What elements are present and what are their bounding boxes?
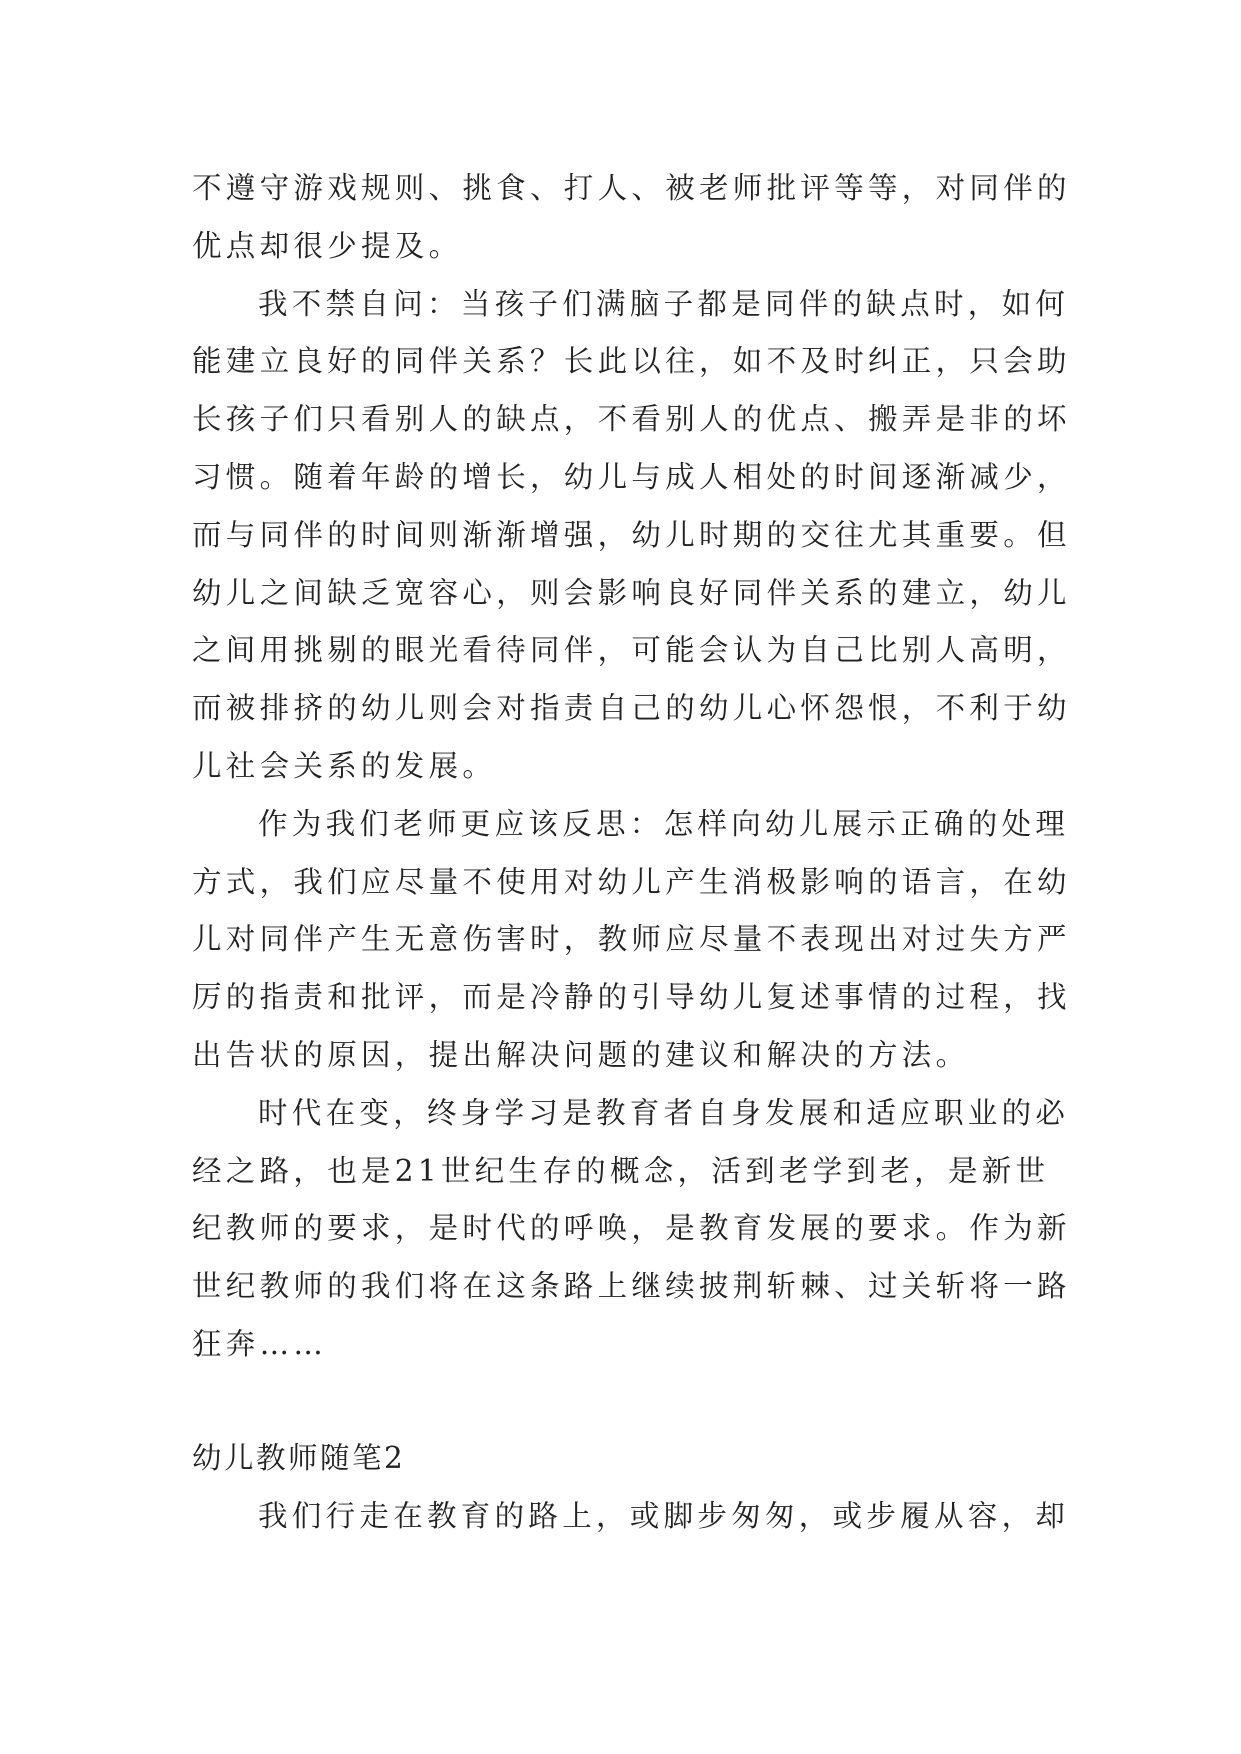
text-line: 狂奔…… — [192, 1326, 328, 1361]
text-line: 而与同伴的时间则渐渐增强，幼儿时期的交往尤其重要。但 — [192, 517, 1071, 552]
text-line: 出告状的原因，提出解决问题的建议和解决的方法。 — [192, 1037, 970, 1072]
text-line: 而被排挤的幼儿则会对指责自己的幼儿心怀怨恨，不利于幼 — [192, 691, 1071, 726]
text-line: 能建立良好的同伴关系？长此以往，如不及时纠正，只会助 — [192, 344, 1071, 379]
section-title: 幼儿教师随笔2 — [192, 1440, 406, 1475]
text-line: 纪教师的要求，是时代的呼唤，是教育发展的要求。作为新 — [192, 1211, 1071, 1246]
paragraph-2 — [192, 276, 1071, 796]
text-line: 儿对同伴产生无意伤害时，教师应尽量不表现出对过失方严 — [192, 922, 1071, 957]
text-line: 时代在变，终身学习是教育者自身发展和适应职业的必 — [258, 1095, 1070, 1130]
paragraph-4 — [192, 1085, 1071, 1374]
text-line: 习惯。随着年龄的增长，幼儿与成人相处的时间逐渐减少， — [192, 459, 1071, 494]
text-line: 厉的指责和批评，而是冷静的引导幼儿复述事情的过程，找 — [192, 980, 1071, 1015]
text-line: 不遵守游戏规则、挑食、打人、被老师批评等等，对同伴的 — [192, 171, 1071, 205]
text-line: 世纪教师的我们将在这条路上继续披荆斩棘、过关斩将一路 — [192, 1269, 1071, 1304]
text-line: 之间用挑剔的眼光看待同伴，可能会认为自己比别人高明， — [192, 633, 1071, 668]
text-line: 幼儿之间缺乏宽容心，则会影响良好同伴关系的建立，幼儿 — [192, 575, 1071, 610]
document-page — [192, 160, 1071, 1545]
text-line: 我不禁自问：当孩子们满脑子都是同伴的缺点时，如何 — [258, 286, 1070, 321]
text-line: 儿社会关系的发展。 — [192, 748, 497, 783]
paragraph-3 — [192, 796, 1071, 1085]
text-line: 经之路，也是21世纪生存的概念，活到老学到老，是新世 — [192, 1153, 1050, 1188]
paragraph-5 — [192, 1488, 1070, 1546]
text-line: 长孩子们只看别人的缺点，不看别人的优点、搬弄是非的坏 — [192, 402, 1071, 437]
text-line: 作为我们老师更应该反思：怎样向幼儿展示正确的处理 — [258, 806, 1070, 841]
paragraph-1 — [192, 160, 1071, 276]
text-line: 我们行走在教育的路上，或脚步匆匆，或步履从容，却 — [258, 1498, 1070, 1533]
section-spacer — [192, 1374, 1058, 1430]
text-line: 方式，我们应尽量不使用对幼儿产生消极影响的语言，在幼 — [192, 864, 1071, 899]
text-line: 优点却很少提及。 — [192, 228, 463, 263]
